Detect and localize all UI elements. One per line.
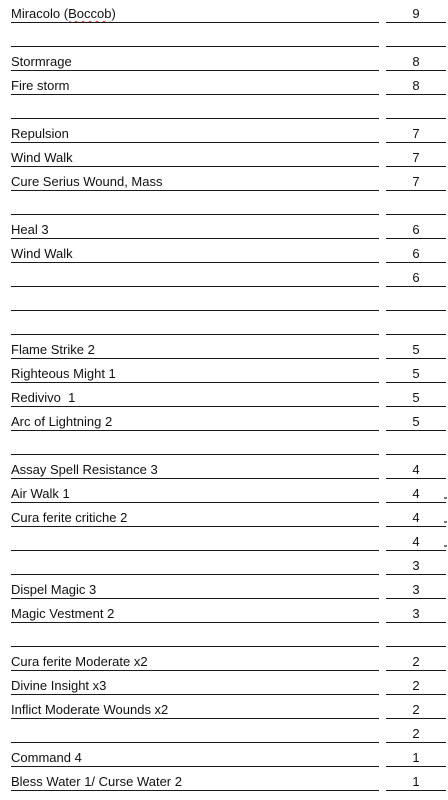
spell-name-text: Miracolo xyxy=(11,6,64,21)
spell-name-field[interactable] xyxy=(11,434,379,455)
spell-name-field[interactable]: Divine Insight x3 xyxy=(11,674,379,695)
spell-level-field[interactable]: 3 xyxy=(386,554,446,575)
spell-row xyxy=(0,98,448,122)
spell-name-field[interactable]: Fire storm xyxy=(11,74,379,95)
spell-row xyxy=(0,2,448,26)
spell-level-field[interactable]: 2 xyxy=(386,650,446,671)
spell-level-field[interactable]: 5 xyxy=(386,386,446,407)
spell-level-field[interactable]: 9 xyxy=(386,2,446,23)
spell-row xyxy=(0,146,448,170)
spell-level-field[interactable]: 7 xyxy=(386,122,446,143)
spell-level-field[interactable] xyxy=(386,194,446,215)
spell-name-field[interactable]: Magic Vestment 2 xyxy=(11,602,379,623)
spell-level-field[interactable]: 6 xyxy=(386,242,446,263)
spell-row xyxy=(0,266,448,290)
spell-name-field[interactable] xyxy=(11,554,379,575)
spell-name-field[interactable]: Dispel Magic 3 xyxy=(11,578,379,599)
spell-row xyxy=(0,746,448,770)
spell-row xyxy=(0,530,448,554)
spell-row xyxy=(0,626,448,650)
spell-name-field[interactable] xyxy=(11,2,379,23)
spell-row xyxy=(0,290,448,314)
spell-level-field[interactable] xyxy=(386,290,446,311)
spell-name-field[interactable]: Assay Spell Resistance 3 xyxy=(11,458,379,479)
spell-level-field[interactable] xyxy=(386,434,446,455)
spell-name-field[interactable]: Flame Strike 2 xyxy=(11,338,379,359)
spell-row xyxy=(0,50,448,74)
spell-level-field[interactable]: 7 xyxy=(386,146,446,167)
spell-level-field[interactable]: 1 xyxy=(386,746,446,767)
spell-name-field[interactable] xyxy=(11,530,379,551)
spell-name-misspelled-text: (Boccob) xyxy=(63,6,116,21)
spell-level-field[interactable]: 5 xyxy=(386,338,446,359)
spell-level-field[interactable]: 7 xyxy=(386,170,446,191)
spell-level-field[interactable]: 2 xyxy=(386,674,446,695)
spell-row xyxy=(0,74,448,98)
spell-level-field[interactable]: 2 xyxy=(386,722,446,743)
spell-level-field[interactable]: 4 xyxy=(386,482,446,503)
spell-row xyxy=(0,170,448,194)
spell-row xyxy=(0,338,448,362)
spell-row xyxy=(0,602,448,626)
spell-row xyxy=(0,722,448,746)
spell-row xyxy=(0,122,448,146)
spell-name-field[interactable]: Cura ferite Moderate x2 xyxy=(11,650,379,671)
spell-name-field[interactable]: Righteous Might 1 xyxy=(11,362,379,383)
spell-level-field[interactable]: 6 xyxy=(386,266,446,287)
spell-row xyxy=(0,458,448,482)
spell-name-field[interactable] xyxy=(11,26,379,47)
spell-level-field[interactable]: 8 xyxy=(386,74,446,95)
spell-row xyxy=(0,434,448,458)
spell-row xyxy=(0,362,448,386)
spell-row xyxy=(0,554,448,578)
spell-name-field[interactable]: Cura ferite critiche 2 xyxy=(11,506,379,527)
spell-level-field[interactable]: 3 xyxy=(386,578,446,599)
spell-row xyxy=(0,482,448,506)
spell-name-field[interactable] xyxy=(11,194,379,215)
spell-name-field[interactable]: Wind Walk xyxy=(11,242,379,263)
spell-name-field[interactable] xyxy=(11,626,379,647)
spell-level-field[interactable]: 5 xyxy=(386,410,446,431)
spell-name-field[interactable] xyxy=(11,722,379,743)
spell-row xyxy=(0,194,448,218)
spell-name-field[interactable]: Bless Water 1/ Curse Water 2 xyxy=(11,770,379,791)
spell-level-field[interactable]: 4 xyxy=(386,506,446,527)
spell-row xyxy=(0,410,448,434)
spell-level-field[interactable]: 8 xyxy=(386,50,446,71)
spell-level-field[interactable]: 2 xyxy=(386,698,446,719)
spell-level-field[interactable]: 6 xyxy=(386,218,446,239)
spell-row xyxy=(0,674,448,698)
spell-row xyxy=(0,770,448,794)
spell-row xyxy=(0,506,448,530)
spell-level-field[interactable]: 3 xyxy=(386,602,446,623)
page-edge-mark xyxy=(444,497,447,499)
spell-name-field[interactable] xyxy=(11,266,379,287)
page-edge-mark xyxy=(444,521,447,523)
spell-row xyxy=(0,578,448,602)
spell-name-field[interactable]: Wind Walk xyxy=(11,146,379,167)
spell-name-field[interactable] xyxy=(11,98,379,119)
spell-row xyxy=(0,386,448,410)
spell-name-field[interactable]: Repulsion xyxy=(11,122,379,143)
spell-name-field[interactable]: Stormrage xyxy=(11,50,379,71)
spell-level-field[interactable] xyxy=(386,626,446,647)
spell-row xyxy=(0,650,448,674)
spell-level-field[interactable]: 1 xyxy=(386,770,446,791)
spell-row xyxy=(0,26,448,50)
spell-name-field[interactable]: Air Walk 1 xyxy=(11,482,379,503)
spell-level-field[interactable] xyxy=(386,98,446,119)
spell-name-field[interactable]: Heal 3 xyxy=(11,218,379,239)
spell-name-field[interactable] xyxy=(11,314,379,335)
spell-row xyxy=(0,242,448,266)
spell-name-field[interactable]: Cure Serius Wound, Mass xyxy=(11,170,379,191)
spell-name-field[interactable]: Command 4 xyxy=(11,746,379,767)
spell-level-field[interactable] xyxy=(386,314,446,335)
spell-level-field[interactable]: 4 xyxy=(386,458,446,479)
spell-level-field[interactable] xyxy=(386,26,446,47)
spell-name-field[interactable]: Redivivo 1 xyxy=(11,386,379,407)
spell-name-field[interactable] xyxy=(11,290,379,311)
spell-level-field[interactable]: 5 xyxy=(386,362,446,383)
spell-name-field[interactable]: Arc of Lightning 2 xyxy=(11,410,379,431)
spell-row xyxy=(0,698,448,722)
page-edge-mark xyxy=(444,545,447,547)
spell-level-field[interactable]: 4 xyxy=(386,530,446,551)
spell-name-field[interactable]: Inflict Moderate Wounds x2 xyxy=(11,698,379,719)
spell-row xyxy=(0,314,448,338)
spell-row xyxy=(0,218,448,242)
